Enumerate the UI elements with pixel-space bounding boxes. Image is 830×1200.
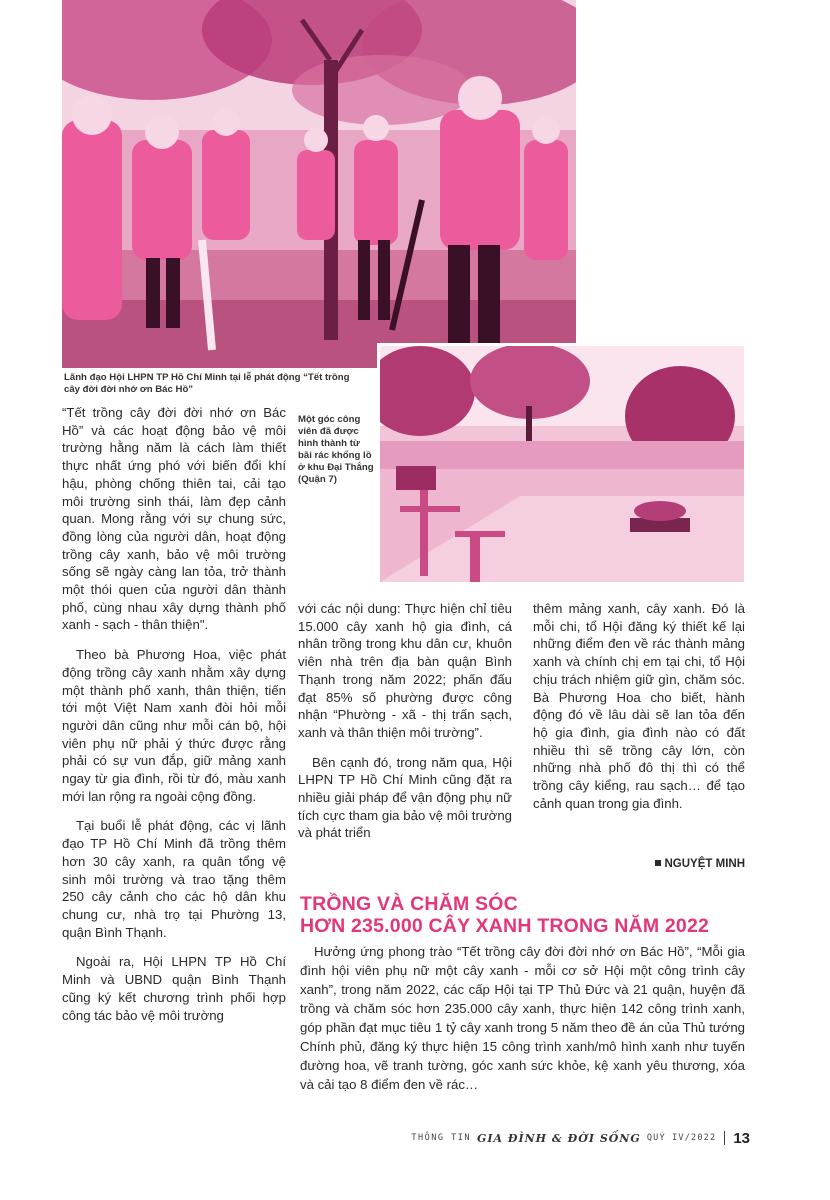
- box-body: [300, 942, 745, 1094]
- park-photo: [380, 346, 744, 582]
- paragraph: Tại buổi lễ phát động, các vị lãnh đạo TP Hồ Chí Minh đã trồng thêm hơn 30 cây xanh, ra quân tổng vệ sinh môi trường và trao tặng thêm 250 cây cảnh cho các hộ dân khu chung cư, nhà trọ tại Phường 13, quận Bình Thạnh.: [62, 818, 286, 940]
- issue-label: QUÝ IV/2022: [646, 1133, 717, 1143]
- paragraph: với các nội dung: Thực hiện chỉ tiêu 15.000 cây xanh hộ gia đình, cá nhân trồng trong khu dân cư, khuôn viên nhà trên địa bàn quận Bình Thạnh trong năm 2022; phấn đấu đạt 85% số phường được công nhận “Phường - xã - thị trấn sạch, xanh và thân thiện môi trường”.: [298, 601, 512, 740]
- paragraph: Ngoài ra, Hội LHPN TP Hồ Chí Minh và UBND quận Bình Thạnh cũng ký kết chương trình phối hợp công tác bảo vệ môi trường: [62, 954, 286, 1023]
- article-column-1: [62, 404, 286, 1036]
- author-name: NGUYỆT MINH: [664, 858, 745, 870]
- paragraph: Bên cạnh đó, trong năm qua, Hội LHPN TP Hồ Chí Minh cũng đặt ra nhiều giải pháp để vận động phụ nữ tích cực tham gia bảo vệ môi trường và phát triển: [298, 754, 512, 841]
- author-byline: [610, 858, 745, 870]
- box-paragraph: Hưởng ứng phong trào “Tết trồng cây đời đời nhớ ơn Bác Hồ”, “Mỗi gia đình hội viên phụ nữ một cây xanh - mỗi cơ sở Hội một công trình cây xanh”, trong năm 2022, các cấp Hội tại TP Thủ Đức và 21 quận, huyện đã trồng và chăm sóc hơn 235.000 cây xanh, thực hiện 142 công trình xanh, góp phần đạt mục tiêu 1 tỷ cây xanh trong 5 năm theo đề án của Thủ tướng Chính phủ, đăng ký thực hiện 15 công trình xanh/mô hình xanh như tuyến đường hoa, vẽ tranh tường, góc xanh sức khỏe, kệ xanh yêu thương, xóa và cải tạo 8 điểm đen về rác…: [300, 944, 745, 1092]
- box-heading-line-2: HƠN 235.000 CÂY XANH TRONG NĂM 2022: [300, 915, 710, 937]
- page-footer: [410, 1128, 750, 1148]
- paragraph: Theo bà Phương Hoa, việc phát động trồng cây xanh nhằm xây dựng một thành phố xanh, thân thiện, tiến tới một Việt Nam xanh đòi hỏi mỗi người dân cũng như mỗi cán bộ, hội viên phụ nữ phải ý thức được rằng phải có sự vun đắp, giữ mảng xanh ngay từ gia đình, rồi từ đó, màu xanh mới lan rộng ra ngoài cộng đồng.: [62, 647, 286, 804]
- page-number: 13: [733, 1129, 750, 1147]
- paragraph: “Tết trồng cây đời đời nhớ ơn Bác Hồ” và các hoạt động bảo vệ môi trường hằng năm là cách làm thiết thực nhất ứng phó với biến đổi khí hậu, phòng chống thiên tai, cải tạo môi trường sinh thái, làm đẹp cảnh quan. Mong rằng với sự chung sức, đồng lòng của người dân, hoạt động trồng cây xanh, bảo vệ môi trường sống sẽ ngày càng lan tỏa, trở thành một thói quen của người dân thành phố, cùng nhau xây dựng thành phố xanh - sạch - thân thiện".: [62, 405, 286, 633]
- footer-divider: [724, 1131, 725, 1145]
- box-heading-line-1: TRỒNG VÀ CHĂM SÓC: [300, 893, 518, 915]
- tree-planting-photo: [62, 0, 576, 368]
- photo-caption-ceremony: Lãnh đạo Hội LHPN TP Hồ Chí Minh tại lễ phát động “Tết trồng cây đời đời nhớ ơn Bác Hồ”: [64, 372, 350, 395]
- article-column-2: [298, 600, 512, 854]
- footer-prefix: THÔNG TIN: [411, 1133, 471, 1143]
- photo-caption-park: Một góc công viên đã được hình thành từ bãi rác khổng lồ ở khu Đại Thắng (Quận 7): [298, 414, 374, 485]
- publication-name: GIA ĐÌNH & ĐỜI SỐNG: [476, 1131, 641, 1145]
- article-column-3: [533, 600, 745, 824]
- box-heading: [300, 893, 750, 937]
- paragraph: thêm mảng xanh, cây xanh. Đó là mỗi chi, tổ Hội đăng ký thiết kế lại những điểm đen về rác thành mảng xanh và chính chị em tại chi, tổ Hội chịu trách nhiệm giữ gìn, chăm sóc. Bà Phương Hoa cho biết, hành động đó về lâu dài sẽ lan tỏa đến hộ gia đình, gia đình nào có đất nhiều thì sẽ trồng cây lớn, còn những nhà phố đô thị thì có thể trồng cây kiểng, rau sạch… để tạo cảnh quan trong gia đình.: [533, 601, 745, 811]
- square-bullet-icon: [655, 860, 661, 866]
